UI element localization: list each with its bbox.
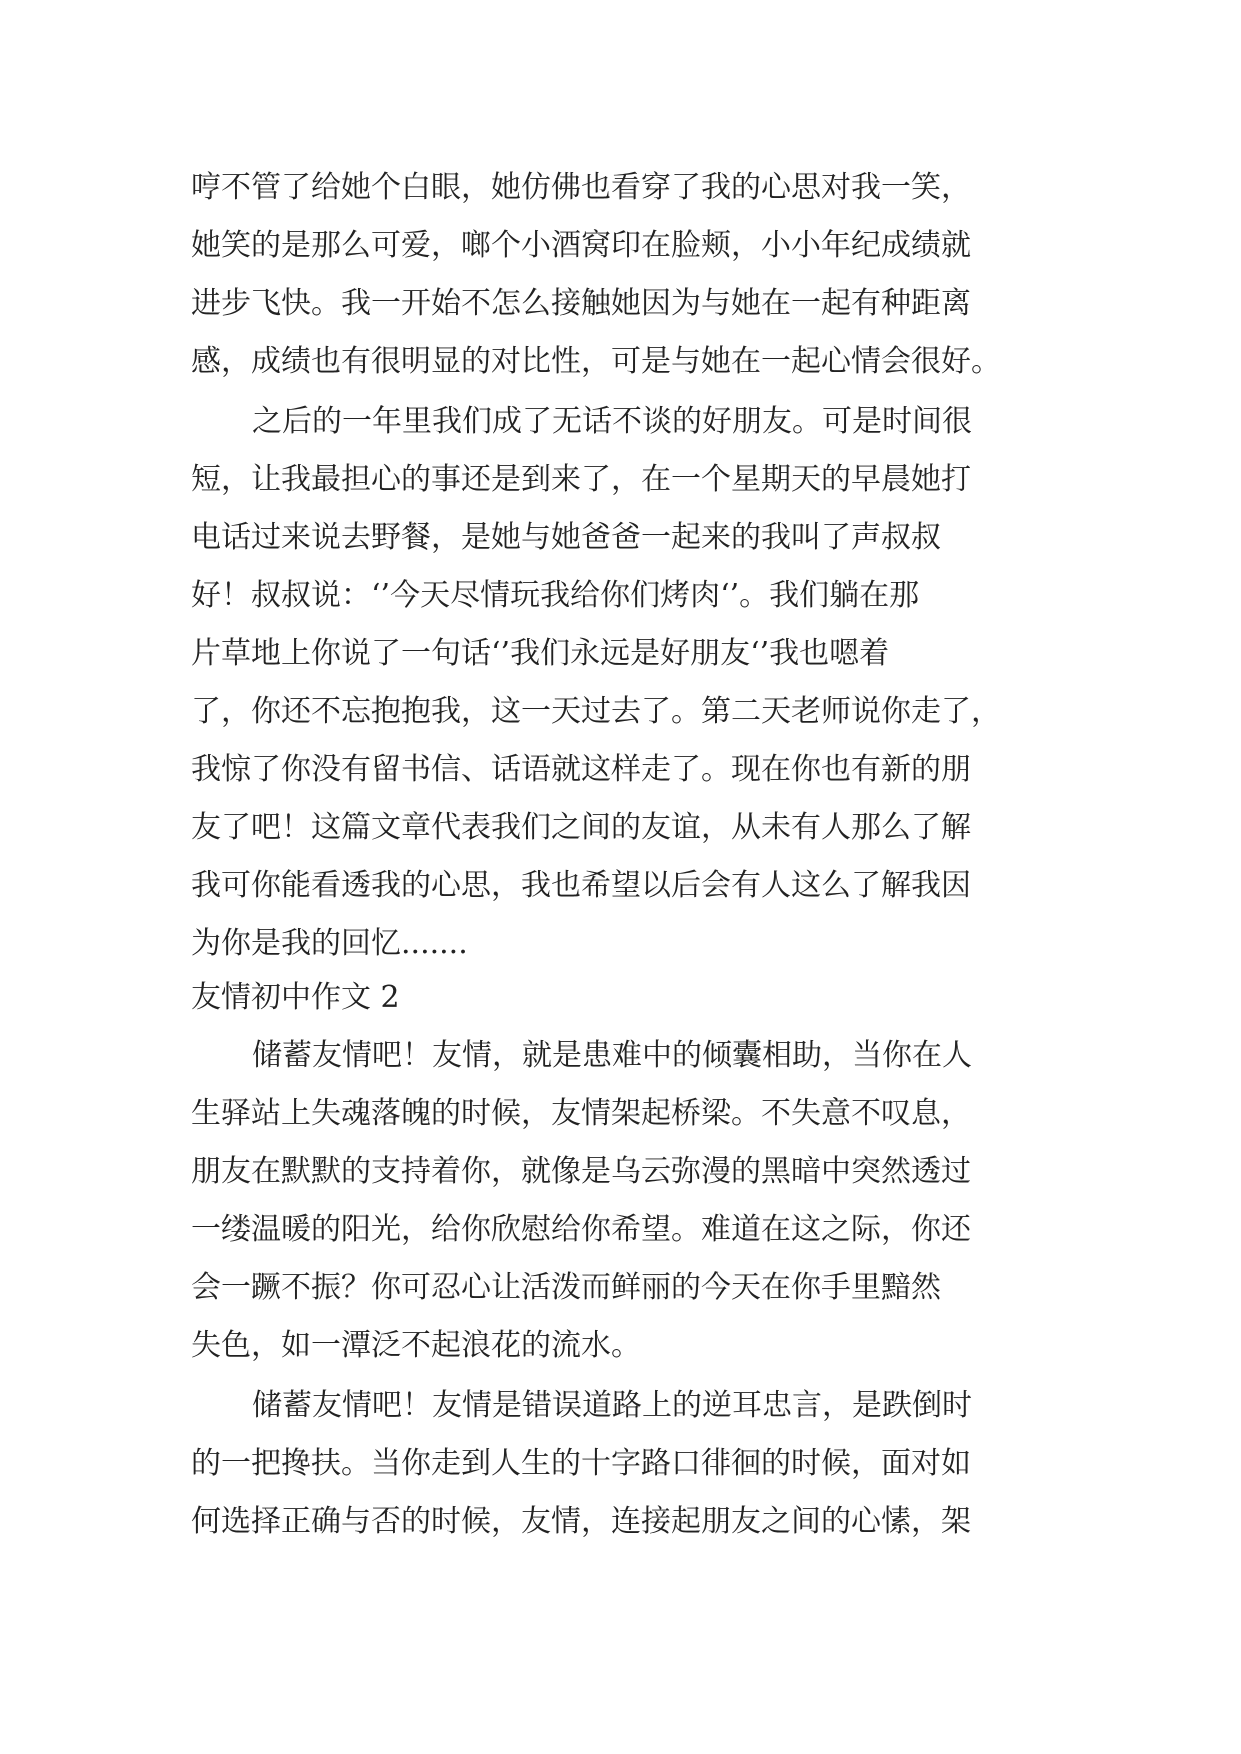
text-line: 了，你还不忘抱抱我，这一天过去了。第二天老师说你走了， — [191, 694, 1001, 729]
text-line: 朋友在默默的支持着你，就像是乌云弥漫的黑暗中突然透过 — [191, 1154, 971, 1189]
paragraph-start-line: 储蓄友情吧！友情，就是患难中的倾囊相助，当你在人 — [252, 1038, 972, 1073]
text-line: 为你是我的回忆....... — [191, 926, 468, 961]
text-line: 失色，如一潭泛不起浪花的流水。 — [191, 1328, 641, 1363]
text-line: 一缕温暖的阳光，给你欣慰给你希望。难道在这之际，你还 — [191, 1212, 971, 1247]
text-line: 生驿站上失魂落魄的时候，友情架起桥梁。不失意不叹息， — [191, 1096, 971, 1131]
section-heading: 友情初中作文 2 — [191, 980, 400, 1015]
text-line: 的一把搀扶。当你走到人生的十字路口徘徊的时候，面对如 — [191, 1446, 971, 1481]
text-line: 好！叔叔说：‘’今天尽情玩我给你们烤肉‘’。我们躺在那 — [191, 578, 920, 613]
text-line: 我可你能看透我的心思，我也希望以后会有人这么了解我因 — [191, 868, 971, 903]
text-line: 我惊了你没有留书信、话语就这样走了。现在你也有新的朋 — [191, 752, 971, 787]
paragraph-start-line: 储蓄友情吧！友情是错误道路上的逆耳忠言，是跌倒时 — [252, 1388, 972, 1423]
text-line: 短，让我最担心的事还是到来了，在一个星期天的早晨她打 — [191, 462, 971, 497]
text-line: 感，成绩也有很明显的对比性，可是与她在一起心情会很好。 — [191, 344, 1001, 379]
text-line: 片草地上你说了一句话‘’我们永远是好朋友‘’我也嗯着 — [191, 636, 890, 671]
text-line: 何选择正确与否的时候，友情，连接起朋友之间的心愫，架 — [191, 1504, 971, 1539]
text-line: 进步飞快。我一开始不怎么接触她因为与她在一起有种距离 — [191, 286, 971, 321]
text-line: 她笑的是那么可爱，啷个小酒窝印在脸颊，小小年纪成绩就 — [191, 228, 971, 263]
text-line: 电话过来说去野餐，是她与她爸爸一起来的我叫了声叔叔 — [191, 520, 941, 555]
text-line: 会一蹶不振？你可忍心让活泼而鲜丽的今天在你手里黯然 — [191, 1270, 941, 1305]
text-line: 友了吧！这篇文章代表我们之间的友谊，从未有人那么了解 — [191, 810, 971, 845]
paragraph-start-line: 之后的一年里我们成了无话不谈的好朋友。可是时间很 — [252, 404, 972, 439]
text-line: 哼不管了给她个白眼，她仿佛也看穿了我的心思对我一笑， — [191, 170, 971, 205]
